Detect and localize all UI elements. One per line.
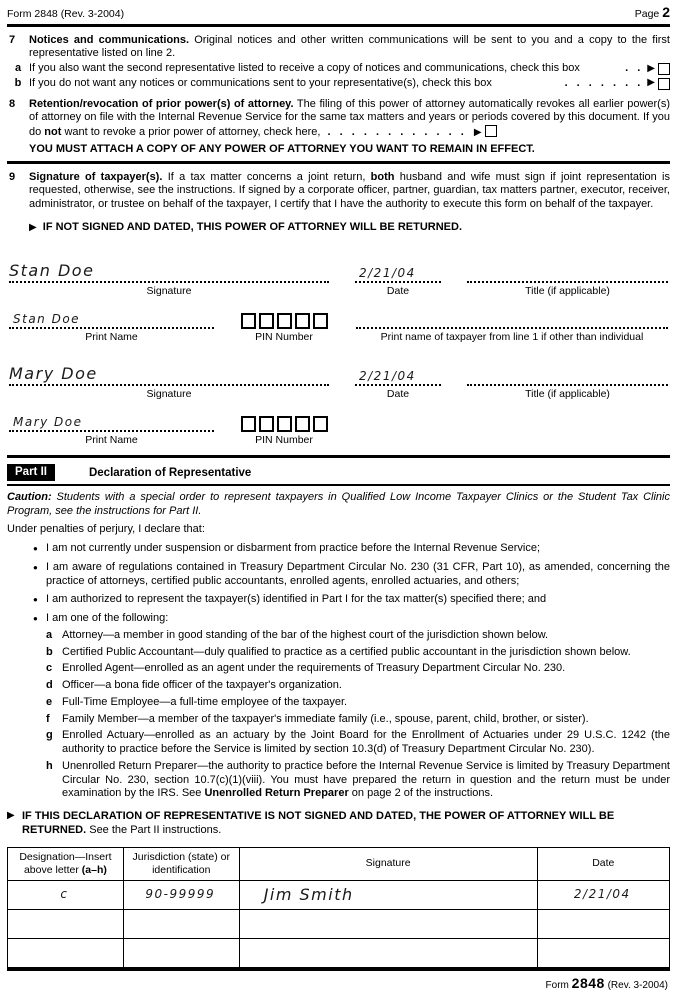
declaration-warning xyxy=(7,810,670,838)
definition-letter: f xyxy=(46,712,50,725)
item-7a-text: If you also want the second representative listed to receive a copy of notices and communications, check this box xyxy=(29,62,580,74)
footer-form-label: Form xyxy=(545,979,569,991)
checkbox-7a[interactable] xyxy=(658,63,670,75)
taxpayer1-title-field[interactable] xyxy=(467,268,668,283)
definition-text-pre: Enrolled Actuary—enrolled as an actuary by the Joint Board for the Enrollment of Actuaries under 29 U.S.C. 1242 (the authority to practice before the Service is limited by section 10.3(d) of Treasury Department Circular No. 230). xyxy=(62,729,670,756)
col-header-date: Date xyxy=(537,847,669,880)
item-9-body-post: husband and wife must sign if joint representation is requested, otherwise, see the instructions. If signed by a corporate officer, partner, guardian, tax matters partner, executor, receiver, administrator, or trustee on behalf of the taxpayer, I certify that I have the authority to execute this form on behalf of the taxpayer. xyxy=(29,170,670,210)
designation-cell[interactable]: c xyxy=(8,880,124,909)
bullet-icon: ● xyxy=(33,544,38,554)
item-8-text xyxy=(29,98,670,140)
definition-text-pre: Family Member—a member of the taxpayer's immediate family (i.e., spouse, parent, child, brother, or sister). xyxy=(62,712,589,725)
pin-box[interactable] xyxy=(313,313,328,329)
definition-g xyxy=(7,729,670,757)
definition-letter: c xyxy=(46,662,53,675)
declaration-bullet xyxy=(7,542,670,556)
jurisdiction-cell[interactable] xyxy=(123,938,239,967)
pin-number-label: PIN Number xyxy=(255,330,313,343)
definition-letter: h xyxy=(46,759,53,772)
taxpayer2-title-field[interactable] xyxy=(467,371,668,386)
taxpayer1-print-name-value: Stan Doe xyxy=(13,311,81,326)
definition-letter: g xyxy=(46,729,53,742)
pin-box[interactable] xyxy=(295,416,310,432)
item-9-body-pre: If a tax matter concerns a joint return, xyxy=(167,170,371,183)
bullet-icon: ● xyxy=(33,595,38,605)
caution-text: Students with a special order to represent taxpayers in Qualified Low Income Taxpayer Clinics or the Student Tax Clinic Program, see the instructions for Part II. xyxy=(7,490,670,517)
item-7-body: Original notices and other written communications will be sent to you and a copy to the first representative listed on line 2. xyxy=(29,33,670,60)
perjury-statement: Under penalties of perjury, I declare that: xyxy=(7,523,205,536)
footer-form-number: 2848 xyxy=(571,974,605,991)
bullet-icon: ● xyxy=(33,614,38,624)
caution-label: Caution: xyxy=(7,490,52,503)
item-9-number: 9 xyxy=(9,170,16,183)
item-7-number: 7 xyxy=(9,33,16,46)
signature-label: Signature xyxy=(146,387,192,400)
declaration-warning-bold: IF THIS DECLARATION OF REPRESENTATIVE IS NOT SIGNED AND DATED, THE POWER OF ATTORNEY WILL BE RETURNED. xyxy=(22,810,615,836)
dot-leader: . . . . . . . xyxy=(564,76,644,89)
item-8 xyxy=(7,98,670,157)
form-id: Form 2848 (Rev. 3-2004) xyxy=(7,8,125,21)
item-8-title: Retention/revocation of prior power(s) of attorney. xyxy=(29,97,294,110)
dot-leader: . . . . . . . . . . . . xyxy=(327,126,467,138)
definition-text xyxy=(62,646,670,660)
definition-text xyxy=(62,713,670,727)
col-header-jurisdiction xyxy=(123,847,239,880)
taxpayer2-print-name-field[interactable] xyxy=(9,415,214,432)
definition-text-pre: Officer—a bona fide officer of the taxpayer's organization. xyxy=(62,679,342,692)
item-7b-row xyxy=(7,77,670,91)
pin-box[interactable] xyxy=(277,416,292,432)
item-9-body-bold: both xyxy=(370,170,395,183)
item-8-body-pre: The filing of this power of attorney automatically revokes all earlier power(s) of attorney on file with the Internal Revenue Service for the same tax matters and years or periods covered by this document. If you do xyxy=(29,97,670,138)
definition-c xyxy=(7,662,670,676)
item-7a-row xyxy=(7,62,670,76)
definition-letter: b xyxy=(46,645,53,658)
item-9-warning-text: IF NOT SIGNED AND DATED, THIS POWER OF ATTORNEY WILL BE RETURNED. xyxy=(42,220,462,233)
print-name-label: Print Name xyxy=(85,330,138,343)
col-header-signature: Signature xyxy=(239,847,537,880)
pin-number-label: PIN Number xyxy=(255,433,313,446)
print-name-other-label: Print name of taxpayer from line 1 if other than individual xyxy=(380,330,644,343)
pin-box[interactable] xyxy=(259,313,274,329)
dot-leader: . . xyxy=(625,62,644,74)
item-7a-letter: a xyxy=(14,62,22,74)
bullet-text: I am one of the following: xyxy=(46,612,169,625)
item-9 xyxy=(7,171,670,235)
date-cell[interactable]: 2/21/04 xyxy=(537,880,669,909)
designation-cell[interactable] xyxy=(8,909,124,938)
signature-cell[interactable] xyxy=(239,938,537,967)
declaration-warning-normal: See the Part II instructions. xyxy=(86,823,222,836)
print-name-label: Print Name xyxy=(85,433,138,446)
designation-header-line2 xyxy=(12,864,119,877)
definition-text-post: on page 2 of the instructions. xyxy=(348,787,494,800)
representative-table xyxy=(7,847,670,968)
definition-text xyxy=(62,629,670,643)
taxpayer1-signature-block xyxy=(7,261,670,344)
definition-letter: a xyxy=(46,628,53,641)
item-7-text xyxy=(29,34,670,62)
part2-badge: Part II xyxy=(7,464,55,481)
item-7b-text: If you do not want any notices or communications sent to your representative(s), check this box xyxy=(29,76,492,89)
declaration-bullet xyxy=(7,612,670,626)
footer-revision: (Rev. 3-2004) xyxy=(607,979,668,991)
jurisdiction-cell[interactable]: 90-99999 xyxy=(123,880,239,909)
item-7b-letter: b xyxy=(14,76,22,89)
definition-d xyxy=(7,679,670,693)
definition-b xyxy=(7,646,670,660)
taxpayer2-date-field[interactable] xyxy=(355,369,441,386)
taxpayer2-signature-block xyxy=(7,364,670,447)
definition-a xyxy=(7,629,670,643)
item-9-title: Signature of taxpayer(s). xyxy=(29,170,163,183)
pin-box[interactable] xyxy=(277,313,292,329)
section-rule xyxy=(7,161,670,164)
declaration-warning-text xyxy=(22,810,670,838)
page-footer xyxy=(7,971,670,992)
item-8-attach-warning: YOU MUST ATTACH A COPY OF ANY POWER OF ATTORNEY YOU WANT TO REMAIN IN EFFECT. xyxy=(29,142,535,155)
part2-caution xyxy=(7,491,670,519)
taxpayer1-date-value: 2/21/04 xyxy=(359,265,416,280)
page-label: Page xyxy=(634,8,660,20)
definition-text-bold: Unenrolled Return Preparer xyxy=(204,787,349,800)
declaration-bullet xyxy=(7,561,670,589)
definition-text xyxy=(62,760,670,801)
pin-box[interactable] xyxy=(241,416,256,432)
definition-text-pre: Full-Time Employee—a full-time employee of the taxpayer. xyxy=(62,695,348,708)
pin-box[interactable] xyxy=(259,416,274,432)
definition-text xyxy=(62,662,670,676)
bullet-text: I am aware of regulations contained in Treasury Department Circular No. 230 (31 CFR, Part 10), as amended, concerning the practice of attorneys, certified public accountants, enrolled agents, enrolled actuaries, and others; xyxy=(46,560,670,587)
definition-text-pre: Unenrolled Return Preparer—the authority to practice before the Internal Revenue Service is limited by Treasury Department Circular No. 230, section 10.7(c)(1)(viii). You must have prepared the return in question and the return must be under examination by the IRS. See xyxy=(62,759,670,800)
arrow-right-icon: ▶ xyxy=(29,221,37,233)
definition-text xyxy=(62,696,670,710)
item-9-text xyxy=(29,171,670,212)
page-header xyxy=(7,4,670,24)
signature-label: Signature xyxy=(146,284,192,297)
item-8-number: 8 xyxy=(9,97,16,110)
taxpayer1-date-field[interactable] xyxy=(355,266,441,283)
taxpayer2-print-name-value: Mary Doe xyxy=(13,414,83,429)
bullet-text: I am authorized to represent the taxpayer(s) identified in Part I for the tax matter(s) specified there; and xyxy=(46,593,547,606)
definition-letter: d xyxy=(46,679,53,692)
item-7 xyxy=(7,34,670,62)
item-8-body-post: want to revoke a prior power of attorney, check here, xyxy=(61,126,321,138)
date-cell[interactable] xyxy=(537,909,669,938)
title-label: Title (if applicable) xyxy=(525,284,610,297)
definition-text xyxy=(62,679,670,693)
taxpayer1-signature-value: Stan Doe xyxy=(9,260,95,280)
definition-f xyxy=(7,713,670,727)
part2-header-rule xyxy=(7,484,670,486)
part2-top-rule xyxy=(7,455,670,458)
designation-cell[interactable] xyxy=(8,938,124,967)
arrow-right-icon: ▶ xyxy=(7,810,15,822)
part2-header xyxy=(7,462,670,484)
title-label: Title (if applicable) xyxy=(525,387,610,400)
part2-title: Declaration of Representative xyxy=(88,466,252,479)
table-row xyxy=(8,880,670,909)
arrow-right-icon: ▶ xyxy=(647,62,655,74)
table-header-row xyxy=(8,847,670,880)
bullet-icon: ● xyxy=(33,562,38,572)
designation-header-line2-bold: (a–h) xyxy=(81,863,107,876)
definition-e xyxy=(7,696,670,710)
signature-cell[interactable] xyxy=(239,909,537,938)
jurisdiction-cell[interactable] xyxy=(123,909,239,938)
signature-cell[interactable]: Jim Smith xyxy=(239,880,537,909)
page-number: 2 xyxy=(662,4,670,20)
jurisdiction-header-line2: identification xyxy=(152,863,211,876)
declaration-bullet xyxy=(7,593,670,607)
definition-text-pre: Attorney—a member in good standing of the bar of the highest court of the jurisdiction shown below. xyxy=(62,628,549,641)
taxpayer1-print-name-field[interactable] xyxy=(9,312,214,329)
jurisdiction-header-line1: Jurisdiction (state) or xyxy=(132,850,230,863)
designation-header-line2-pre: above letter xyxy=(23,863,82,876)
taxpayer1-signature-field[interactable] xyxy=(9,261,329,283)
checkbox-8[interactable] xyxy=(485,125,497,137)
item-9-warning xyxy=(29,221,670,235)
table-row xyxy=(8,938,670,967)
table-row xyxy=(8,909,670,938)
taxpayer1-other-name-field[interactable] xyxy=(356,314,668,329)
taxpayer2-pin-boxes xyxy=(236,416,332,432)
col-header-designation xyxy=(8,847,124,880)
pin-box[interactable] xyxy=(313,416,328,432)
arrow-right-icon: ▶ xyxy=(473,127,482,138)
taxpayer2-signature-field[interactable] xyxy=(9,364,329,386)
page-indicator xyxy=(635,4,670,22)
taxpayer2-signature-value: Mary Doe xyxy=(9,363,98,383)
checkbox-7b[interactable] xyxy=(658,78,670,90)
pin-box[interactable] xyxy=(295,313,310,329)
date-label: Date xyxy=(386,387,410,400)
bullet-text: I am not currently under suspension or disbarment from practice before the Internal Revenue Service; xyxy=(46,542,541,555)
date-cell[interactable] xyxy=(537,938,669,967)
item-7-title: Notices and communications. xyxy=(29,33,190,46)
taxpayer1-pin-boxes xyxy=(236,313,332,329)
definition-letter: e xyxy=(46,695,53,708)
designation-header-line1: Designation—Insert xyxy=(19,850,112,863)
item-8-body-bold: not xyxy=(44,126,62,138)
definition-text-pre: Enrolled Agent—enrolled as an agent under the requirements of Treasury Department Circular No. 230. xyxy=(62,662,566,675)
definition-text-pre: Certified Public Accountant—duly qualified to practice as a certified public accountant in the jurisdiction shown below. xyxy=(62,645,631,658)
definition-text xyxy=(62,729,670,757)
definition-h xyxy=(7,760,670,801)
taxpayer2-date-value: 2/21/04 xyxy=(359,368,416,383)
arrow-right-icon: ▶ xyxy=(647,77,655,89)
pin-box[interactable] xyxy=(241,313,256,329)
header-rule xyxy=(7,24,670,27)
date-label: Date xyxy=(386,284,410,297)
